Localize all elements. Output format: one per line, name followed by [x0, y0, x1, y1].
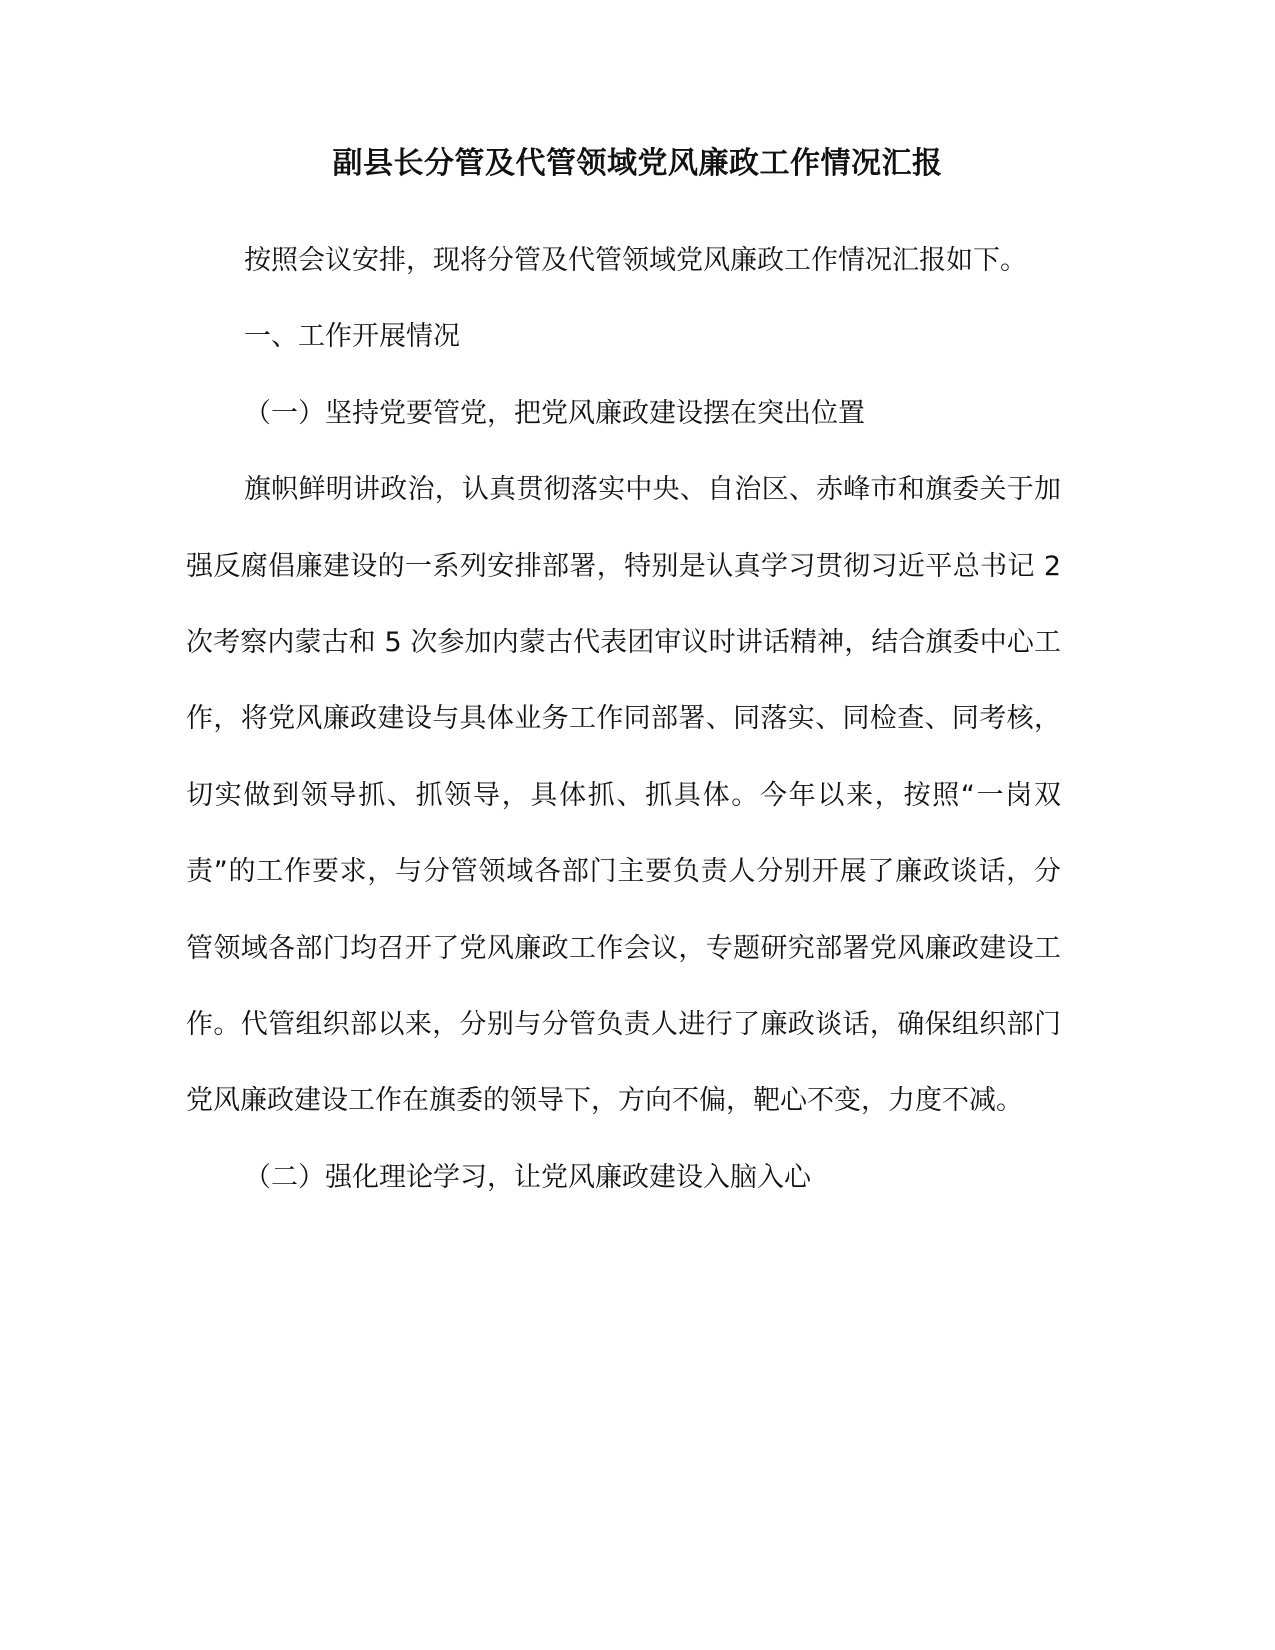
intro-paragraph: 按照会议安排，现将分管及代管领域党风廉政工作情况汇报如下。 [244, 245, 1027, 276]
body-paragraph: 旗帜鲜明讲政治，认真贯彻落实中央、自治区、赤峰市和旗委关于加强反腐倡廉建设的一系列安排部署，特别是认真学习贯彻习近平总书记 2 次考察内蒙古和 5 次参加内蒙古代表团审议时讲话精神，结合旗委中心工作，将党风廉政建设与具体业务工作同部署、同落实、同检查、同考核，切实做到领导抓、抓领导，具体抓、抓具体。今年以来，按照“一岗双责”的工作要求，与分管领域各部门主要负责人分别开展了廉政谈话，分管领域各部门均召开了党风廉政工作会议，专题研究部署党风廉政建设工作。代管组织部以来，分别与分管负责人进行了廉政谈话，确保组织部门党风廉政建设工作在旗委的领导下，方向不偏，靶心不变，力度不减。 [186, 474, 1061, 1117]
section-heading: 一、工作开展情况 [244, 321, 460, 353]
document-body [186, 223, 1061, 1216]
document-title: 副县长分管及代管领域党风廉政工作情况汇报 [332, 146, 943, 181]
subsection-heading: （一）坚持党要管党，把党风廉政建设摆在突出位置 [244, 397, 865, 429]
subsection-heading: （二）强化理论学习，让党风廉政建设入脑入心 [244, 1161, 811, 1193]
